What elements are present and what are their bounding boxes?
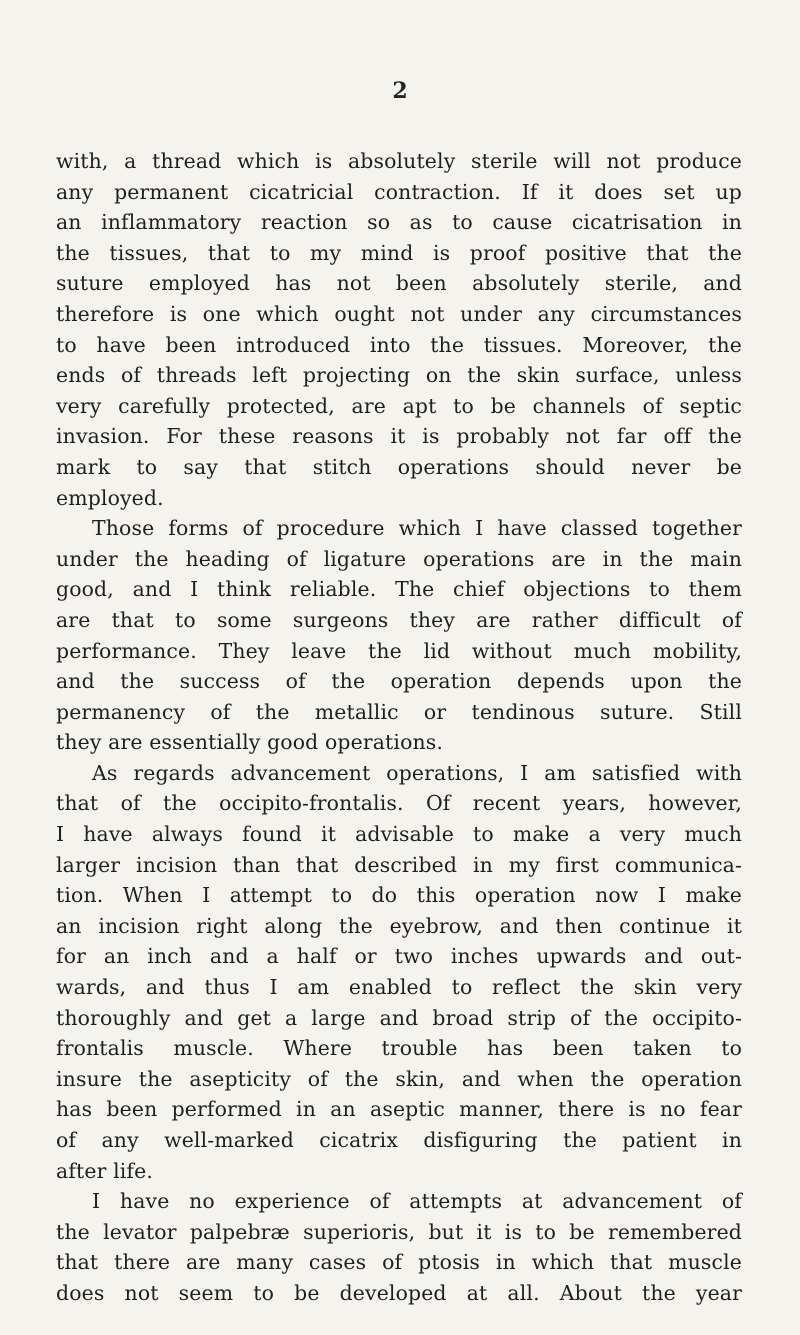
paragraph-stitch-operations — [56, 146, 742, 513]
text-line: larger incision than that described in my first communica- — [56, 852, 742, 877]
text-line: frontalis muscle. Where trouble has been taken to — [56, 1036, 742, 1061]
text-line: of any well-marked cicatrix disfiguring the patient in — [56, 1128, 742, 1152]
text-line: permanency of the metallic or tendinous suture. Still — [56, 699, 742, 724]
text-line: suture employed has not been absolutely sterile, and — [56, 271, 742, 296]
text-line: mark to say that stitch operations should never be — [56, 454, 742, 479]
text-line: thoroughly and get a large and broad strip of the occipito- — [56, 1005, 742, 1030]
text-line: invasion. For these reasons it is probably not far off the — [56, 424, 742, 449]
text-line: As regards advancement operations, I am satisfied with — [92, 760, 742, 785]
text-line: I have always found it advisable to make a very much — [56, 822, 742, 847]
text-line: ends of threads left projecting on the skin surface, unless — [56, 363, 742, 388]
text-line: any permanent cicatricial contraction. If it does set up — [56, 179, 742, 204]
text-line: employed. — [56, 485, 164, 510]
text-line: are that to some surgeons they are rather difficult of — [56, 607, 742, 632]
paragraph-advancement-operations — [56, 758, 742, 1186]
text-line: the tissues, that to my mind is proof positive that the — [56, 240, 742, 265]
paragraph-ligature-operations — [56, 513, 742, 758]
text-line: and the success of the operation depends upon the — [56, 669, 742, 694]
text-line: to have been introduced into the tissues. Moreover, the — [56, 332, 742, 357]
text-line: Those forms of procedure which I have classed together — [92, 516, 742, 541]
text-line: after life. — [56, 1158, 153, 1183]
body-text — [56, 146, 742, 1309]
text-line: they are essentially good operations. — [56, 730, 444, 755]
text-line: I have no experience of attempts at advancement of — [92, 1189, 742, 1214]
text-line: therefore is one which ought not under any circumstances — [56, 301, 742, 326]
page-number: 2 — [392, 78, 408, 104]
text-line: does not seem to be developed at all. About the year — [56, 1280, 742, 1305]
text-line: good, and I think reliable. The chief objections to them — [56, 577, 742, 602]
text-line: wards, and thus I am enabled to reflect the skin very — [56, 975, 742, 1000]
text-line: tion. When I attempt to do this operation now I make — [56, 883, 742, 908]
text-line: for an inch and a half or two inches upwards and out- — [56, 944, 742, 969]
paragraph-levator-advancement — [56, 1186, 742, 1308]
text-line: the levator palpebræ superioris, but it is to be remembered — [56, 1219, 742, 1244]
text-line: that of the occipito-frontalis. Of recent years, however, — [56, 791, 742, 816]
text-line: performance. They leave the lid without much mobility, — [56, 638, 742, 663]
text-line: that there are many cases of ptosis in which that muscle — [56, 1250, 742, 1275]
text-line: with, a thread which is absolutely sterile will not produce — [56, 149, 742, 173]
text-line: under the heading of ligature operations are in the main — [56, 546, 742, 571]
text-line: very carefully protected, are apt to be channels of septic — [56, 393, 742, 418]
text-line: an incision right along the eyebrow, and then continue it — [56, 913, 742, 938]
text-line: has been performed in an aseptic manner, there is no fear — [56, 1097, 742, 1122]
text-line: insure the asepticity of the skin, and when the operation — [56, 1066, 742, 1091]
text-line: an inflammatory reaction so as to cause cicatrisation in — [56, 210, 742, 235]
